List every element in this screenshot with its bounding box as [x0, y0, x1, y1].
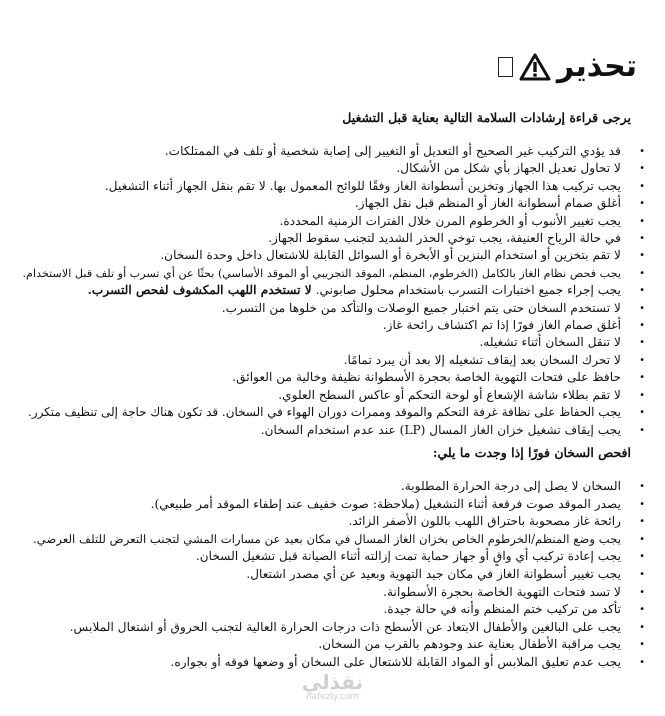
list-item: • يجب على البالغين والأطفال الابتعاد عن الأسطح ذات درجات الحرارة العالية لتجنب الحروق أو اشتعال الملابس.	[69, 619, 645, 634]
list-item: • يجب إجراء جميع اختبارات التسرب باستخدام محلول صابوني. لا تستخدم اللهب المكشوف لفحص التسرب.	[87, 283, 645, 298]
list-item: • لا تقم بتخزين أو استخدام البنزين أو الأبخرة أو السوائل القابلة للاشتعال داخل وحدة السخان.	[160, 248, 645, 263]
section-2-heading: افحص السخان فورًا إذا وجدت ما يلي:	[432, 445, 631, 460]
list-item: • يجب مراقبة الأطفال بعناية عند وجودهم بالقرب من السخان.	[318, 637, 645, 652]
list-item: • في حالة الرياح العنيفة، يجب توخي الحذر الشديد لتجنب سقوط الجهاز.	[268, 231, 645, 246]
list-item: • أغلق صمام الغاز فورًا إذا تم اكتشاف رائحة غاز.	[382, 318, 645, 333]
list-item: • يجب إعادة تركيب أي واقٍ أو جهاز حماية تمت إزالته أثناء الصيانة قبل تشغيل السخان.	[195, 549, 645, 564]
list-item: • يجب إيقاف تشغيل خزان الغاز المسال (LP) عند عدم استخدام السخان.	[260, 422, 645, 437]
watermark-latin: nafezly.com	[305, 692, 360, 702]
section-1-heading: يرجى قراءة إرشادات السلامة التالية بعناية قبل التشغيل	[342, 110, 631, 125]
list-item: • لا تسد فتحات التهوية الخاصة بحجرة الأسطوانة.	[383, 584, 645, 599]
list-item: • يصدر الموقد صوت فرقعة أثناء التشغيل (ملاحظة: صوت خفيف عند إطفاء الموقد أمر طبيعي).	[150, 496, 645, 511]
list-item: • لا تستخدم السخان حتى يتم اختبار جميع الوصلات والتأكد من خلوها من التسرب.	[221, 300, 645, 315]
list-item: • يجب فحص نظام الغاز بالكامل (الخرطوم، المنظم، الموقد التجريبي أو الموقد الأساسي) بحثًا عن أي تسرب أو تلف قبل الاستخدام.	[22, 266, 645, 280]
list-item: • قد يؤدي التركيب غير الصحيح أو التعديل أو التغيير إلى إصابة شخصية أو تلف في الممتلكات.	[164, 144, 645, 158]
list-item: • يجب تغيير الأنبوب أو الخرطوم المرن خلال الفترات الزمنية المحددة.	[279, 213, 645, 228]
list-item: • يجب الحفاظ على نظافة غرفة التحكم والموقد وممرات دوران الهواء في السخان. قد تكون هناك حاجة إلى تنظيف متكرر.	[28, 405, 645, 420]
checkbox-square-icon	[498, 57, 513, 77]
list-item: • يجب عدم تعليق الملابس أو المواد القابلة للاشتعال على السخان أو وضعها فوقه أو بجواره.	[170, 654, 645, 669]
safety-instructions-list	[21, 143, 645, 439]
list-item: • يجب تغيير أسطوانة الغاز في مكان جيد التهوية وبعيد عن أي مصدر اشتعال.	[246, 566, 645, 581]
list-item: • تأكد من تركيب ختم المنظم وأنه في حالة جيدة.	[383, 602, 645, 617]
inspection-list	[21, 478, 645, 672]
watermark-arabic: نفذلي	[301, 670, 364, 694]
list-item: • حافظ على فتحات التهوية الخاصة بحجرة الأسطوانة نظيفة وخالية من العوائق.	[232, 370, 645, 385]
warning-title	[498, 49, 637, 84]
page-title: تحذير	[556, 49, 637, 84]
warning-triangle-icon	[519, 53, 551, 81]
list-item: • لا تحرك السخان بعد إيقاف تشغيله إلا بعد أن يبرد تمامًا.	[343, 352, 645, 367]
watermark-logo	[302, 672, 363, 702]
list-item: • رائحة غاز مصحوبة باحتراق اللهب باللون الأصفر الزائد.	[348, 514, 645, 529]
list-item: • أغلق صمام أسطوانة الغاز أو المنظم قبل نقل الجهاز.	[354, 196, 645, 211]
list-item: • لا تقم بطلاء شاشة الإشعاع أو لوحة التحكم أو عاكس السطح العلوي.	[278, 387, 645, 402]
list-item: • يجب وضع المنظم/الخرطوم الخاص بخزان الغاز المسال في مكان بعيد عن مسارات المشي لتجنب التعرض للتلف العرضي.	[33, 531, 645, 546]
list-item: • يجب تركيب هذا الجهاز وتخزين أسطوانة الغاز وفقًا للوائح المعمول بها. لا تقم بنقل الجهاز أثناء التشغيل.	[104, 178, 645, 193]
list-item: • لا تنقل السخان أثناء تشغيله.	[479, 335, 645, 350]
list-item: • لا تحاول تعديل الجهاز بأي شكل من الأشكال.	[396, 161, 645, 176]
list-item: • السخان لا يصل إلى درجة الحرارة المطلوبة.	[400, 479, 645, 493]
leak-warning-bold: لا تستخدم اللهب المكشوف لفحص التسرب.	[87, 283, 312, 298]
